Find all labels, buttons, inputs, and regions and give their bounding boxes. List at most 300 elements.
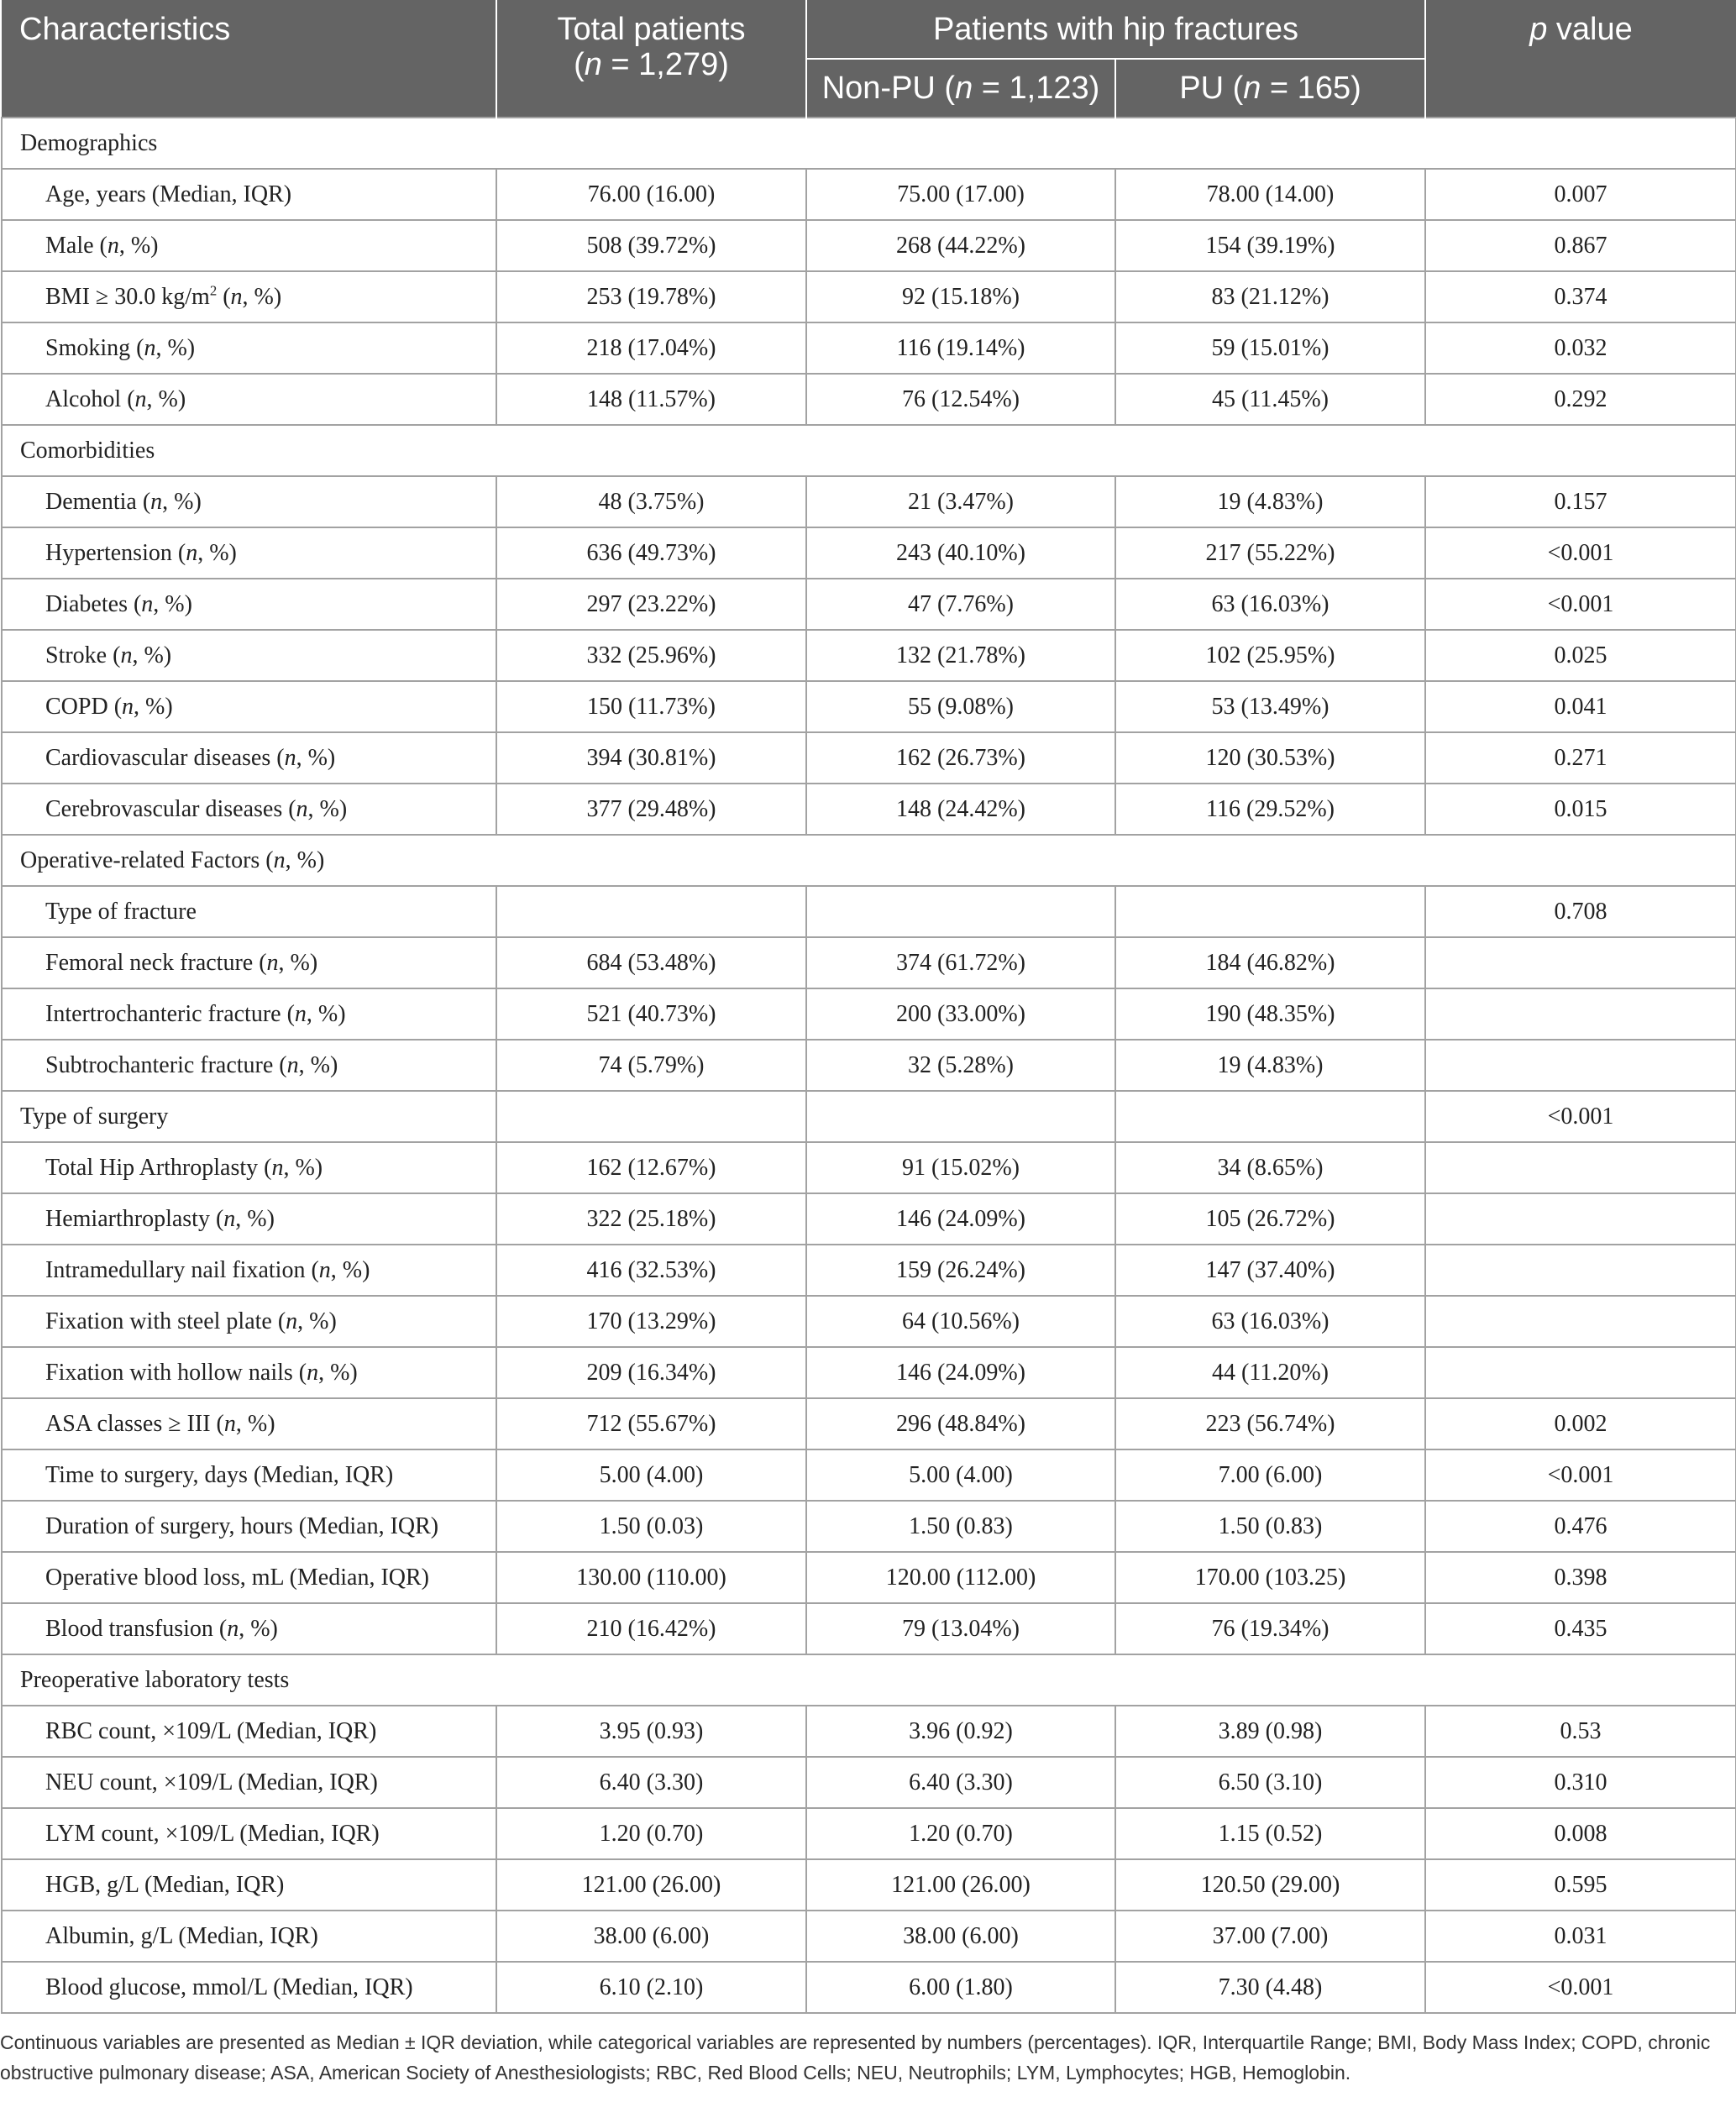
section-title <box>2 835 1736 886</box>
text-segment: = 1,123) <box>973 71 1100 106</box>
text-segment: , %) <box>235 1205 275 1232</box>
label-cell <box>2 988 496 1040</box>
pu-cell: 223 (56.74%) <box>1115 1398 1425 1449</box>
p-value-cell: 0.015 <box>1425 784 1736 835</box>
italic-segment: n <box>286 1051 299 1078</box>
italic-segment: n <box>273 847 286 873</box>
non-pu-cell: 64 (10.56%) <box>806 1296 1115 1347</box>
pu-cell: 53 (13.49%) <box>1115 681 1425 732</box>
non-pu-cell: 79 (13.04%) <box>806 1603 1115 1654</box>
italic-segment: n <box>271 1154 284 1181</box>
non-pu-cell: 148 (24.42%) <box>806 784 1115 835</box>
total-patients-cell: 6.40 (3.30) <box>496 1757 806 1808</box>
text-segment: ( <box>574 47 585 82</box>
total-patients-cell: 1.20 (0.70) <box>496 1808 806 1859</box>
section-title <box>2 118 1736 169</box>
non-pu-cell <box>806 886 1115 937</box>
p-value-cell <box>1425 1040 1736 1091</box>
p-value-cell <box>1425 1296 1736 1347</box>
p-value-cell <box>1425 937 1736 988</box>
text-segment: , %) <box>283 1154 323 1181</box>
header-non-pu <box>806 59 1115 118</box>
total-patients-cell: 636 (49.73%) <box>496 527 806 579</box>
italic-segment: n <box>223 1205 236 1232</box>
section-row <box>2 118 1736 169</box>
non-pu-cell: 243 (40.10%) <box>806 527 1115 579</box>
text-segment: Stroke ( <box>45 642 121 668</box>
p-value-cell: 0.292 <box>1425 374 1736 425</box>
table-row <box>2 527 1736 579</box>
non-pu-cell <box>806 1091 1115 1142</box>
non-pu-cell: 121.00 (26.00) <box>806 1859 1115 1911</box>
table-row <box>2 1552 1736 1603</box>
text-segment: Type of fracture <box>45 898 197 925</box>
table-row <box>2 220 1736 271</box>
italic-segment: n <box>223 1410 236 1437</box>
table-row <box>2 271 1736 322</box>
text-segment: Preoperative laboratory tests <box>20 1666 290 1693</box>
section-row <box>2 425 1736 476</box>
total-patients-cell <box>496 886 806 937</box>
italic-segment: n <box>122 693 134 720</box>
pu-cell: 37.00 (7.00) <box>1115 1911 1425 1962</box>
label-cell <box>2 1245 496 1296</box>
italic-segment: n <box>318 1256 331 1283</box>
label-cell <box>2 1347 496 1398</box>
text-segment: Diabetes ( <box>45 590 142 617</box>
table-row <box>2 476 1736 527</box>
table-row <box>2 1808 1736 1859</box>
total-patients-cell: 218 (17.04%) <box>496 322 806 374</box>
pu-cell: 217 (55.22%) <box>1115 527 1425 579</box>
pu-cell: 184 (46.82%) <box>1115 937 1425 988</box>
total-patients-cell: 6.10 (2.10) <box>496 1962 806 2013</box>
p-value-cell: <0.001 <box>1425 579 1736 630</box>
text-segment: Age, years (Median, IQR) <box>45 181 292 207</box>
text-segment: , %) <box>285 847 325 873</box>
table-row <box>2 1757 1736 1808</box>
total-patients-cell: 3.95 (0.93) <box>496 1706 806 1757</box>
table-row <box>2 681 1736 732</box>
header-characteristics: Characteristics <box>2 0 496 118</box>
text-segment: , %) <box>132 642 172 668</box>
table-row <box>2 374 1736 425</box>
pu-cell: 120 (30.53%) <box>1115 732 1425 784</box>
label-cell <box>2 937 496 988</box>
label-cell <box>2 1911 496 1962</box>
text-segment: , %) <box>146 385 186 412</box>
total-patients-cell: 162 (12.67%) <box>496 1142 806 1193</box>
text-segment: COPD ( <box>45 693 123 720</box>
p-value-cell <box>1425 1142 1736 1193</box>
text-segment: LYM count, ×109/L (Median, IQR) <box>45 1820 380 1847</box>
italic-segment: n <box>1243 71 1261 106</box>
non-pu-cell: 268 (44.22%) <box>806 220 1115 271</box>
table-row <box>2 1040 1736 1091</box>
table-row <box>2 886 1736 937</box>
p-value-cell: <0.001 <box>1425 1962 1736 2013</box>
italic-segment: n <box>150 488 163 515</box>
total-patients-cell: 297 (23.22%) <box>496 579 806 630</box>
italic-segment: n <box>294 1000 307 1027</box>
pu-cell: 7.00 (6.00) <box>1115 1449 1425 1501</box>
section-row <box>2 1654 1736 1706</box>
table-row <box>2 1911 1736 1962</box>
p-value-cell: 0.032 <box>1425 322 1736 374</box>
italic-segment: n <box>266 949 279 976</box>
text-segment: Non-PU ( <box>821 71 956 106</box>
total-patients-cell: 38.00 (6.00) <box>496 1911 806 1962</box>
non-pu-cell: 146 (24.09%) <box>806 1193 1115 1245</box>
non-pu-cell: 159 (26.24%) <box>806 1245 1115 1296</box>
text-segment: , %) <box>153 590 192 617</box>
text-segment: , %) <box>155 334 196 361</box>
pu-cell: 6.50 (3.10) <box>1115 1757 1425 1808</box>
text-segment: Smoking ( <box>45 334 144 361</box>
total-patients-cell: 332 (25.96%) <box>496 630 806 681</box>
p-value-cell: 0.007 <box>1425 169 1736 220</box>
label-cell <box>2 169 496 220</box>
non-pu-cell: 296 (48.84%) <box>806 1398 1115 1449</box>
total-patients-cell: 121.00 (26.00) <box>496 1859 806 1911</box>
text-segment: Operative blood loss, mL (Median, IQR) <box>45 1564 429 1591</box>
pu-cell: 1.15 (0.52) <box>1115 1808 1425 1859</box>
pu-cell: 19 (4.83%) <box>1115 476 1425 527</box>
non-pu-cell: 55 (9.08%) <box>806 681 1115 732</box>
non-pu-cell: 120.00 (112.00) <box>806 1552 1115 1603</box>
non-pu-cell: 91 (15.02%) <box>806 1142 1115 1193</box>
text-segment: BMI ≥ 30.0 kg/m <box>45 283 210 310</box>
italic-segment: n <box>227 1615 239 1642</box>
italic-segment: n <box>584 47 602 82</box>
text-segment: , %) <box>278 949 318 976</box>
text-segment: Femoral neck fracture ( <box>45 949 267 976</box>
table-row <box>2 1296 1736 1347</box>
non-pu-cell: 38.00 (6.00) <box>806 1911 1115 1962</box>
total-patients-cell: 76.00 (16.00) <box>496 169 806 220</box>
text-segment: , %) <box>162 488 202 515</box>
table-row <box>2 1142 1736 1193</box>
text-segment: = 165) <box>1261 71 1361 106</box>
pu-cell: 44 (11.20%) <box>1115 1347 1425 1398</box>
table-row <box>2 1193 1736 1245</box>
text-segment: Cerebrovascular diseases ( <box>45 795 296 822</box>
text-segment: Duration of surgery, hours (Median, IQR) <box>45 1512 439 1539</box>
italic-segment: n <box>141 590 154 617</box>
text-segment: Fixation with hollow nails ( <box>45 1359 307 1386</box>
label-cell <box>2 1091 496 1142</box>
total-patients-cell: 322 (25.18%) <box>496 1193 806 1245</box>
text-segment: , %) <box>134 693 173 720</box>
text-segment: Hypertension ( <box>45 539 186 566</box>
superscript-segment: 2 <box>209 282 218 299</box>
text-segment: HGB, g/L (Median, IQR) <box>45 1871 285 1898</box>
total-patients-cell: 394 (30.81%) <box>496 732 806 784</box>
pu-cell: 78.00 (14.00) <box>1115 169 1425 220</box>
label-cell <box>2 322 496 374</box>
p-value-cell <box>1425 1347 1736 1398</box>
header-p-value <box>1425 0 1736 118</box>
text-segment: , %) <box>239 1615 278 1642</box>
italic-segment: n <box>307 1359 319 1386</box>
text-segment: , %) <box>297 1308 337 1334</box>
italic-segment: n <box>296 795 308 822</box>
pu-cell: 45 (11.45%) <box>1115 374 1425 425</box>
non-pu-cell: 5.00 (4.00) <box>806 1449 1115 1501</box>
label-cell <box>2 1449 496 1501</box>
p-value-cell: 0.476 <box>1425 1501 1736 1552</box>
label-cell <box>2 1859 496 1911</box>
text-segment: Blood glucose, mmol/L (Median, IQR) <box>45 1974 413 2000</box>
p-value-cell: 0.031 <box>1425 1911 1736 1962</box>
text-segment: Time to surgery, days (Median, IQR) <box>45 1461 394 1488</box>
text-segment: Cardiovascular diseases ( <box>45 744 285 771</box>
text-segment: = 1,279) <box>601 47 729 82</box>
table-row <box>2 579 1736 630</box>
label-cell <box>2 1040 496 1091</box>
text-segment: Intertrochanteric fracture ( <box>45 1000 295 1027</box>
table-row <box>2 630 1736 681</box>
non-pu-cell: 146 (24.09%) <box>806 1347 1115 1398</box>
p-value-cell: 0.041 <box>1425 681 1736 732</box>
label-cell <box>2 681 496 732</box>
non-pu-cell: 6.40 (3.30) <box>806 1757 1115 1808</box>
pu-cell: 190 (48.35%) <box>1115 988 1425 1040</box>
non-pu-cell: 6.00 (1.80) <box>806 1962 1115 2013</box>
non-pu-cell: 374 (61.72%) <box>806 937 1115 988</box>
header-total-patients <box>496 0 806 118</box>
p-value-cell <box>1425 1193 1736 1245</box>
italic-segment: n <box>120 642 133 668</box>
label-cell <box>2 579 496 630</box>
label-cell <box>2 1193 496 1245</box>
non-pu-cell: 21 (3.47%) <box>806 476 1115 527</box>
pu-cell: 19 (4.83%) <box>1115 1040 1425 1091</box>
table-footnote: Continuous variables are presented as Median ± IQR deviation, while categorical variables are represented by numbers (percentages). IQR, Interquartile Range; BMI, Body Mass Index; COPD, chronic obstructive pulmonary disease; ASA, American Society of Anesthesiologists; RBC, Red Blood Cells; NEU, Neutrophils; LYM, Lymphocytes; HGB, Hemoglobin. <box>0 2031 1711 2084</box>
p-value-cell: <0.001 <box>1425 1449 1736 1501</box>
total-patients-cell: 130.00 (110.00) <box>496 1552 806 1603</box>
italic-segment: n <box>186 539 198 566</box>
italic-segment: n <box>230 283 243 310</box>
text-segment: ( <box>217 283 231 310</box>
label-cell <box>2 527 496 579</box>
table-row <box>2 322 1736 374</box>
table-row <box>2 1091 1736 1142</box>
label-cell <box>2 476 496 527</box>
label-cell <box>2 886 496 937</box>
p-value-cell: 0.374 <box>1425 271 1736 322</box>
text-segment: Operative-related Factors ( <box>20 847 274 873</box>
label-cell <box>2 1142 496 1193</box>
p-value-cell: 0.002 <box>1425 1398 1736 1449</box>
header-row-top <box>2 0 1736 59</box>
text-segment: RBC count, ×109/L (Median, IQR) <box>45 1717 377 1744</box>
label-cell <box>2 1603 496 1654</box>
table-row <box>2 1706 1736 1757</box>
pu-cell: 170.00 (103.25) <box>1115 1552 1425 1603</box>
text-segment: PU ( <box>1179 71 1244 106</box>
total-patients-cell: 377 (29.48%) <box>496 784 806 835</box>
total-patients-cell: 521 (40.73%) <box>496 988 806 1040</box>
p-value-cell <box>1425 1245 1736 1296</box>
text-segment: , %) <box>306 1000 346 1027</box>
label-cell <box>2 732 496 784</box>
text-segment: Dementia ( <box>45 488 151 515</box>
italic-segment: n <box>107 232 119 259</box>
table-row <box>2 784 1736 835</box>
p-value-cell: 0.310 <box>1425 1757 1736 1808</box>
total-patients-cell: 210 (16.42%) <box>496 1603 806 1654</box>
non-pu-cell: 132 (21.78%) <box>806 630 1115 681</box>
total-patients-cell: 74 (5.79%) <box>496 1040 806 1091</box>
pu-cell: 59 (15.01%) <box>1115 322 1425 374</box>
table-body <box>2 118 1736 2013</box>
pu-cell: 120.50 (29.00) <box>1115 1859 1425 1911</box>
section-title <box>2 1654 1736 1706</box>
pu-cell: 63 (16.03%) <box>1115 579 1425 630</box>
pu-cell: 1.50 (0.83) <box>1115 1501 1425 1552</box>
p-value-cell: <0.001 <box>1425 527 1736 579</box>
p-value-cell: 0.398 <box>1425 1552 1736 1603</box>
italic-segment: n <box>134 385 147 412</box>
label-cell <box>2 1552 496 1603</box>
pu-cell: 147 (37.40%) <box>1115 1245 1425 1296</box>
p-value-cell: 0.53 <box>1425 1706 1736 1757</box>
non-pu-cell: 47 (7.76%) <box>806 579 1115 630</box>
label-cell <box>2 1706 496 1757</box>
text-segment: NEU count, ×109/L (Median, IQR) <box>45 1769 378 1795</box>
pu-cell: 63 (16.03%) <box>1115 1296 1425 1347</box>
text-segment: , %) <box>242 283 282 310</box>
non-pu-cell: 162 (26.73%) <box>806 732 1115 784</box>
table-row <box>2 1962 1736 2013</box>
header-total-count <box>497 47 805 82</box>
text-segment: , %) <box>298 1051 338 1078</box>
header-hip-fractures: Patients with hip fractures <box>806 0 1425 59</box>
non-pu-cell: 92 (15.18%) <box>806 271 1115 322</box>
total-patients-cell: 150 (11.73%) <box>496 681 806 732</box>
non-pu-cell: 76 (12.54%) <box>806 374 1115 425</box>
total-patients-cell: 508 (39.72%) <box>496 220 806 271</box>
p-value-cell: 0.867 <box>1425 220 1736 271</box>
non-pu-cell: 200 (33.00%) <box>806 988 1115 1040</box>
table-row <box>2 1603 1736 1654</box>
italic-segment: n <box>286 1308 298 1334</box>
p-value-cell: 0.271 <box>1425 732 1736 784</box>
pu-cell: 7.30 (4.48) <box>1115 1962 1425 2013</box>
table-header <box>2 0 1736 118</box>
non-pu-cell: 1.50 (0.83) <box>806 1501 1115 1552</box>
text-segment: , %) <box>330 1256 370 1283</box>
p-value-cell: 0.008 <box>1425 1808 1736 1859</box>
text-segment: value <box>1547 12 1633 47</box>
text-segment: Intramedullary nail fixation ( <box>45 1256 319 1283</box>
text-segment: ASA classes ≥ III ( <box>45 1410 224 1437</box>
label-cell <box>2 374 496 425</box>
label-cell <box>2 1757 496 1808</box>
p-value-cell: 0.708 <box>1425 886 1736 937</box>
p-value-cell <box>1425 988 1736 1040</box>
section-title <box>2 425 1736 476</box>
total-patients-cell: 1.50 (0.03) <box>496 1501 806 1552</box>
pu-cell <box>1115 886 1425 937</box>
total-patients-cell <box>496 1091 806 1142</box>
text-segment: Male ( <box>45 232 108 259</box>
text-segment: Albumin, g/L (Median, IQR) <box>45 1922 318 1949</box>
total-patients-cell: 5.00 (4.00) <box>496 1449 806 1501</box>
text-segment: , %) <box>318 1359 358 1386</box>
italic-segment: n <box>144 334 156 361</box>
non-pu-cell: 116 (19.14%) <box>806 322 1115 374</box>
text-segment: , %) <box>197 539 237 566</box>
total-patients-cell: 148 (11.57%) <box>496 374 806 425</box>
text-segment: , %) <box>235 1410 275 1437</box>
text-segment: Hemiarthroplasty ( <box>45 1205 224 1232</box>
italic-segment: n <box>284 744 296 771</box>
non-pu-cell: 1.20 (0.70) <box>806 1808 1115 1859</box>
label-cell <box>2 1501 496 1552</box>
total-patients-cell: 253 (19.78%) <box>496 271 806 322</box>
p-value-cell: 0.157 <box>1425 476 1736 527</box>
text-segment: , %) <box>307 795 348 822</box>
p-value-cell: <0.001 <box>1425 1091 1736 1142</box>
text-segment: Fixation with steel plate ( <box>45 1308 286 1334</box>
p-value-cell: 0.595 <box>1425 1859 1736 1911</box>
non-pu-cell: 75.00 (17.00) <box>806 169 1115 220</box>
label-cell <box>2 220 496 271</box>
total-patients-cell: 209 (16.34%) <box>496 1347 806 1398</box>
label-cell <box>2 630 496 681</box>
table-row <box>2 937 1736 988</box>
total-patients-cell: 712 (55.67%) <box>496 1398 806 1449</box>
pu-cell: 3.89 (0.98) <box>1115 1706 1425 1757</box>
total-patients-cell: 684 (53.48%) <box>496 937 806 988</box>
italic-segment: p <box>1529 12 1548 47</box>
table-row <box>2 1859 1736 1911</box>
pu-cell: 83 (21.12%) <box>1115 271 1425 322</box>
total-patients-cell: 416 (32.53%) <box>496 1245 806 1296</box>
non-pu-cell: 32 (5.28%) <box>806 1040 1115 1091</box>
table-row <box>2 1449 1736 1501</box>
table-row <box>2 1347 1736 1398</box>
pu-cell: 34 (8.65%) <box>1115 1142 1425 1193</box>
table-row <box>2 732 1736 784</box>
label-cell <box>2 1808 496 1859</box>
pu-cell <box>1115 1091 1425 1142</box>
pu-cell: 116 (29.52%) <box>1115 784 1425 835</box>
p-value-cell: 0.435 <box>1425 1603 1736 1654</box>
label-cell <box>2 1398 496 1449</box>
pu-cell: 102 (25.95%) <box>1115 630 1425 681</box>
label-cell <box>2 1962 496 2013</box>
table-row <box>2 988 1736 1040</box>
table-row <box>2 1245 1736 1296</box>
section-row <box>2 835 1736 886</box>
pu-cell: 105 (26.72%) <box>1115 1193 1425 1245</box>
label-cell <box>2 784 496 835</box>
table-row <box>2 169 1736 220</box>
total-patients-cell: 170 (13.29%) <box>496 1296 806 1347</box>
text-segment: Blood transfusion ( <box>45 1615 228 1642</box>
label-cell <box>2 1296 496 1347</box>
text-segment: , %) <box>296 744 336 771</box>
table-row <box>2 1501 1736 1552</box>
table-row <box>2 1398 1736 1449</box>
p-value-cell: 0.025 <box>1425 630 1736 681</box>
header-pu <box>1115 59 1425 118</box>
text-segment: Alcohol ( <box>45 385 135 412</box>
text-segment: Type of surgery <box>20 1103 169 1130</box>
